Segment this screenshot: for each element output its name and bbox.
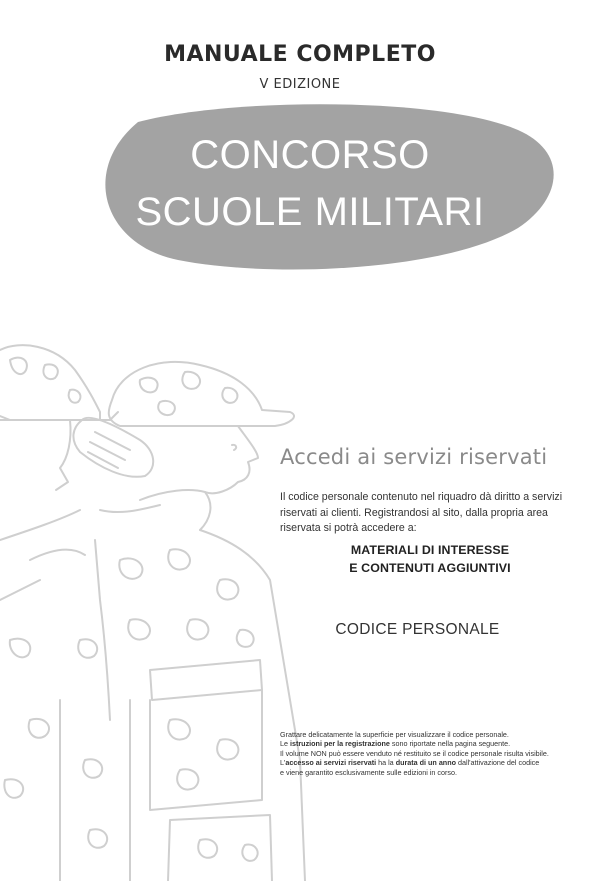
note-line-5: e viene garantito esclusivamente sulle edizioni in corso. bbox=[280, 767, 457, 777]
edition-label: V EDIZIONE bbox=[259, 77, 341, 92]
personal-code-label: CODICE PERSONALE bbox=[335, 621, 500, 638]
materials-line-1: MATERIALI DI INTERESSE bbox=[350, 543, 510, 557]
note-line-1: Grattare delicatamente la superficie per visualizzare il codice personale. bbox=[280, 730, 509, 739]
note-line-3: Il volume NON può essere venduto né restituito se il codice personale risulta visibile. bbox=[280, 748, 549, 758]
note-line-2: Le istruzioni per la registrazione sono riportate nella pagina seguente. bbox=[280, 739, 511, 749]
access-heading: Accedi ai servizi riservati bbox=[280, 445, 548, 469]
note-line-4: L'accesso ai servizi riservati ha la durata di un anno dall'attivazione del codice bbox=[280, 758, 540, 768]
soldiers-illustration bbox=[0, 340, 320, 881]
instructions-notes bbox=[280, 730, 590, 777]
book-title: MANUALE COMPLETO bbox=[164, 42, 436, 67]
banner-line-2: SCUOLE MILITARI bbox=[135, 190, 485, 234]
banner-line-1: CONCORSO bbox=[190, 133, 430, 177]
materials-line-2: E CONTENUTI AGGIUNTIVI bbox=[349, 561, 511, 575]
title-banner-shape bbox=[98, 100, 558, 275]
access-description: Il codice personale contenuto nel riquadro dà diritto a servizi riservati ai clienti. Registrandosi al sito, dalla propria area riservata si potrà accedere a: bbox=[280, 491, 563, 534]
